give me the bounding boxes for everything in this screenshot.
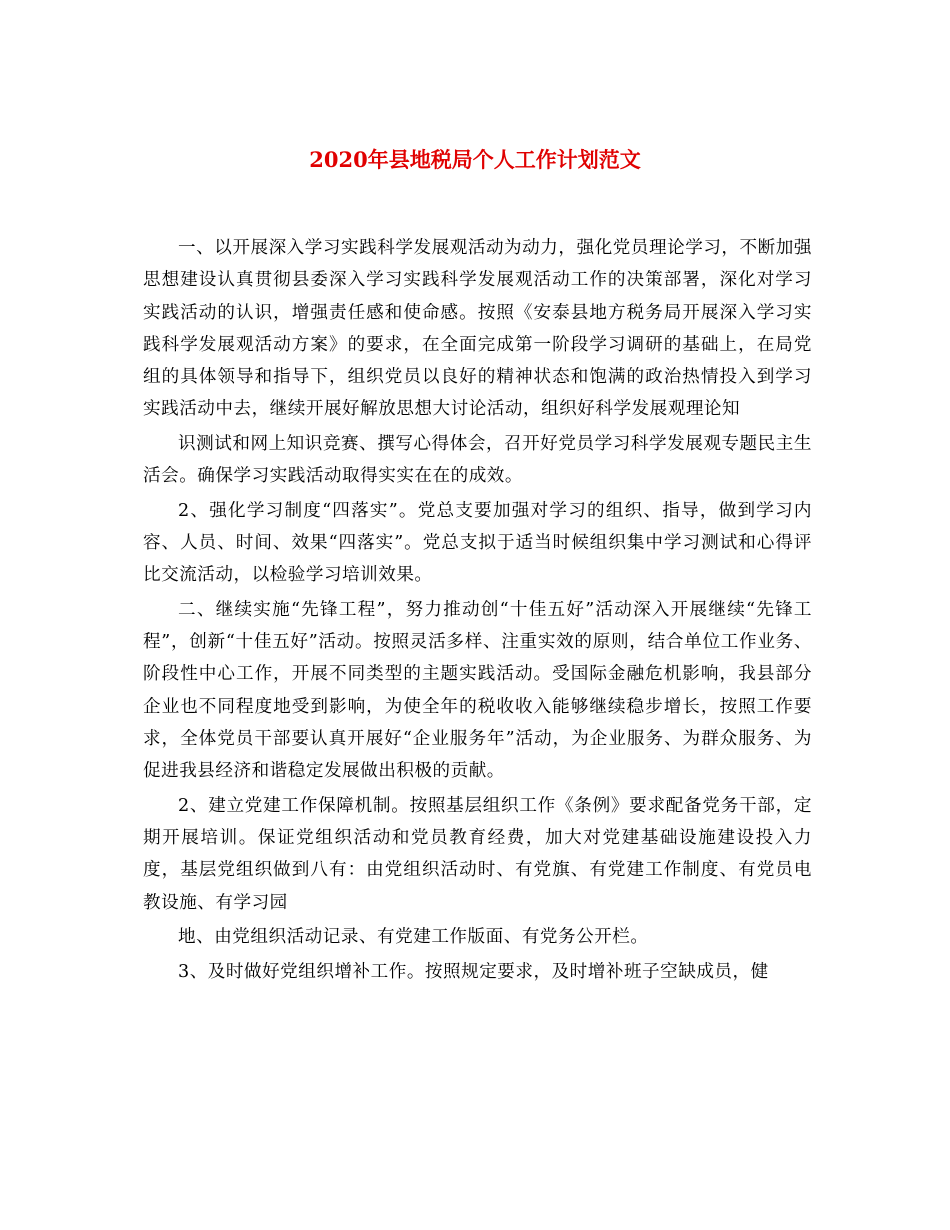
paragraph: 一、以开展深入学习实践科学发展观活动为动力，强化党员理论学习，不断加强思想建设认真贯彻县委深入学习实践科学发展观活动工作的决策部署，深化对学习实践活动的认识，增强责任感和使命感。按照《安泰县地方税务局开展深入学习实践科学发展观活动方案》的要求，在全面完成第一阶段学习调研的基础上，在局党组的具体领导和指导下，组织党员以良好的精神状态和饱满的政治热情投入到学习实践活动中去，继续开展好解放思想大讨论活动，组织好科学发展观理论知 xyxy=(143,238,812,420)
paragraph: 2、建立党建工作保障机制。按照基层组织工作《条例》要求配备党务干部，定期开展培训。保证党组织活动和党员教育经费，加大对党建基础设施建设投入力度，基层党组织做到八有：由党组织活动时、有党旗、有党建工作制度、有党员电教设施、有学习园 xyxy=(143,795,812,913)
paragraph: 识测试和网上知识竞赛、撰写心得体会，召开好党员学习科学发展观专题民主生活会。确保学习实践活动取得实实在在的成效。 xyxy=(143,433,812,487)
paragraph: 2、强化学习制度“四落实”。党总支要加强对学习的组织、指导，做到学习内容、人员、时间、效果“四落实”。党总支拟于适当时候组织集中学习测试和心得评比交流活动，以检验学习培训效果。 xyxy=(143,500,812,586)
paragraph: 二、继续实施“先锋工程”，努力推动创“十佳五好”活动深入开展继续“先锋工程”，创新“十佳五好”活动。按照灵活多样、注重实效的原则，结合单位工作业务、阶段性中心工作，开展不同类型的主题实践活动。受国际金融危机影响，我县部分企业也不同程度地受到影响，为使全年的税收收入能够继续稳步增长，按照工作要求，全体党员干部要认真开展好“企业服务年”活动，为企业服务、为群众服务、为促进我县经济和谐稳定发展做出积极的贡献。 xyxy=(143,599,812,782)
document-body xyxy=(143,232,812,990)
document-title: 2020年县地税局个人工作计划范文 xyxy=(309,147,641,172)
paragraph: 3、及时做好党组织增补工作。按照规定要求，及时增补班子空缺成员，健 xyxy=(178,961,769,982)
paragraph: 地、由党组织活动记录、有党建工作版面、有党务公开栏。 xyxy=(178,927,649,948)
